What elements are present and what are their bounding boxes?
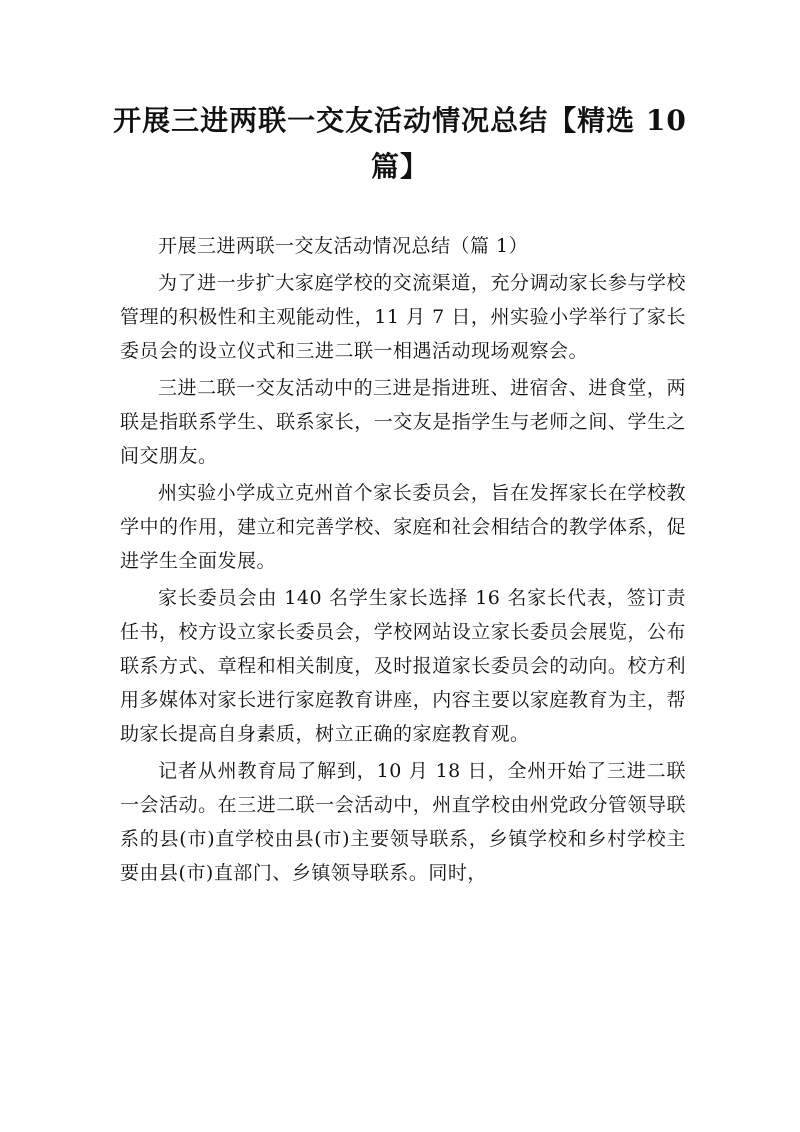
section-heading: 开展三进两联一交友活动情况总结（篇 1）	[158, 235, 529, 257]
paragraph: 三进二联一交友活动中的三进是指进班、进宿舍、进食堂，两联是指联系学生、联系家长，一交友是指学生与老师之间、学生之间交朋友。	[120, 377, 686, 467]
paragraph: 州实验小学成立克州首个家长委员会，旨在发挥家长在学校教学中的作用，建立和完善学校、家庭和社会相结合的教学体系，促进学生全面发展。	[120, 482, 686, 572]
paragraph: 记者从州教育局了解到，10 月 18 日，全州开始了三进二联一会活动。在三进二联一会活动中，州直学校由州党政分管领导联系的县(市)直学校由县(市)主要领导联系，乡镇学校和乡村学校主要由县(市)直部门、乡镇领导联系。同时，	[120, 760, 686, 884]
paragraph: 为了进一步扩大家庭学校的交流渠道，充分调动家长参与学校管理的积极性和主观能动性，11 月 7 日，州实验小学举行了家长委员会的设立仪式和三进二联一相遇活动现场观察会。	[120, 272, 686, 362]
paragraph: 家长委员会由 140 名学生家长选择 16 名家长代表，签订责任书，校方设立家长委员会，学校网站设立家长委员会展览，公布联系方式、章程和相关制度，及时报道家长委员会的动向。校方利用多媒体对家长进行家庭教育讲座，内容主要以家庭教育为主，帮助家长提高自身素质，树立正确的家庭教育观。	[120, 587, 686, 745]
document-body	[120, 229, 686, 893]
document-title: 开展三进两联一交友活动情况总结【精选 10 篇】	[113, 104, 687, 183]
